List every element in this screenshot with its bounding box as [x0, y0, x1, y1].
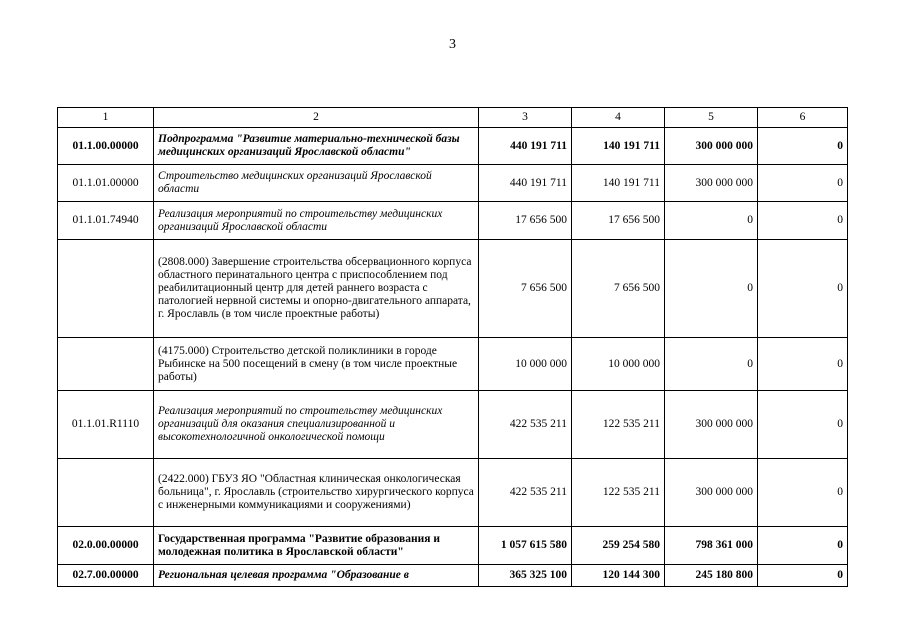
- value-cell: 300 000 000: [665, 391, 758, 459]
- code-cell: [58, 240, 154, 338]
- value-cell: 0: [758, 391, 848, 459]
- code-cell: 01.1.01.00000: [58, 165, 154, 202]
- name-cell: Подпрограмма "Развитие материально-технической базы медицинских организаций Ярославской области": [154, 128, 479, 165]
- value-cell: 1 057 615 580: [479, 527, 572, 565]
- value-cell: 440 191 711: [479, 165, 572, 202]
- value-cell: 140 191 711: [572, 128, 665, 165]
- code-cell: 01.1.01.R1110: [58, 391, 154, 459]
- value-cell: 17 656 500: [479, 202, 572, 240]
- value-cell: 10 000 000: [479, 338, 572, 391]
- value-cell: 7 656 500: [479, 240, 572, 338]
- code-cell: [58, 459, 154, 527]
- value-cell: 120 144 300: [572, 565, 665, 587]
- name-cell: Региональная целевая программа "Образование в: [154, 565, 479, 587]
- value-cell: 0: [758, 459, 848, 527]
- value-cell: 422 535 211: [479, 391, 572, 459]
- code-cell: 02.7.00.00000: [58, 565, 154, 587]
- value-cell: 300 000 000: [665, 165, 758, 202]
- table-row: [58, 391, 848, 459]
- value-cell: 0: [758, 128, 848, 165]
- table-row: [58, 128, 848, 165]
- name-cell: Реализация мероприятий по строительству медицинских организаций Ярославской области: [154, 202, 479, 240]
- value-cell: 10 000 000: [572, 338, 665, 391]
- table-header-row: [58, 108, 848, 128]
- value-cell: 0: [758, 240, 848, 338]
- header-cell: 3: [479, 108, 572, 128]
- value-cell: 7 656 500: [572, 240, 665, 338]
- value-cell: 0: [665, 240, 758, 338]
- value-cell: 0: [665, 202, 758, 240]
- value-cell: 0: [758, 527, 848, 565]
- code-cell: 01.1.01.74940: [58, 202, 154, 240]
- table-row: [58, 165, 848, 202]
- page-number: 3: [449, 37, 456, 52]
- name-cell: (2808.000) Завершение строительства обсервационного корпуса областного перинатального центра с приспособлением под реабилитационный центр для детей раннего возраста с патологией нервной системы и опорно-двигательного аппарата, г. Ярославль (в том числе проектные работы): [154, 240, 479, 338]
- header-cell: 4: [572, 108, 665, 128]
- value-cell: 0: [758, 565, 848, 587]
- name-cell: Строительство медицинских организаций Ярославской области: [154, 165, 479, 202]
- value-cell: 259 254 580: [572, 527, 665, 565]
- value-cell: 300 000 000: [665, 459, 758, 527]
- table-row: [58, 565, 848, 587]
- header-cell: 2: [154, 108, 479, 128]
- table-row: [58, 338, 848, 391]
- value-cell: 122 535 211: [572, 459, 665, 527]
- table-row: [58, 459, 848, 527]
- code-cell: 01.1.00.00000: [58, 128, 154, 165]
- value-cell: 300 000 000: [665, 128, 758, 165]
- name-cell: Реализация мероприятий по строительству медицинских организаций для оказания специализированной и высокотехнологичной онкологической помощи: [154, 391, 479, 459]
- value-cell: 798 361 000: [665, 527, 758, 565]
- name-cell: (4175.000) Строительство детской поликлиники в городе Рыбинске на 500 посещений в смену (в том числе проектные работы): [154, 338, 479, 391]
- value-cell: 245 180 800: [665, 565, 758, 587]
- name-cell: Государственная программа "Развитие образования и молодежная политика в Ярославской области": [154, 527, 479, 565]
- value-cell: 365 325 100: [479, 565, 572, 587]
- header-cell: 1: [58, 108, 154, 128]
- value-cell: 0: [758, 202, 848, 240]
- code-cell: 02.0.00.00000: [58, 527, 154, 565]
- value-cell: 140 191 711: [572, 165, 665, 202]
- value-cell: 0: [758, 165, 848, 202]
- table-row: [58, 202, 848, 240]
- table-row: [58, 240, 848, 338]
- table-row: [58, 527, 848, 565]
- value-cell: 0: [665, 338, 758, 391]
- value-cell: 122 535 211: [572, 391, 665, 459]
- code-cell: [58, 338, 154, 391]
- budget-table: [57, 107, 848, 587]
- header-cell: 5: [665, 108, 758, 128]
- value-cell: 0: [758, 338, 848, 391]
- value-cell: 422 535 211: [479, 459, 572, 527]
- name-cell: (2422.000) ГБУЗ ЯО "Областная клиническая онкологическая больница", г. Ярославль (строительство хирургического корпуса с инженерными коммуникациями и сооружениями): [154, 459, 479, 527]
- value-cell: 440 191 711: [479, 128, 572, 165]
- header-cell: 6: [758, 108, 848, 128]
- value-cell: 17 656 500: [572, 202, 665, 240]
